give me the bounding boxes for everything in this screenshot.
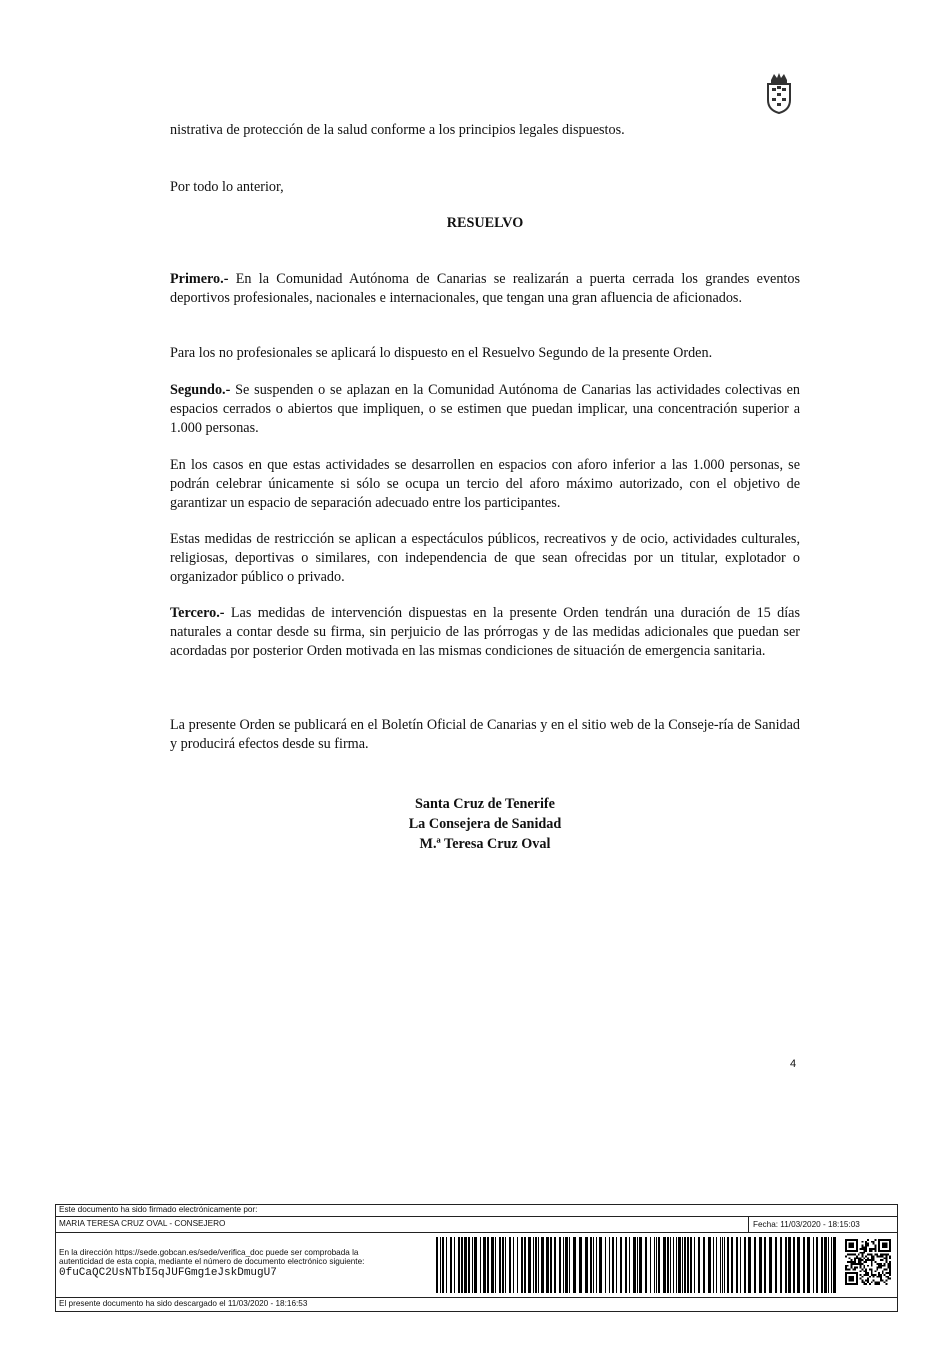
canarias-coat-of-arms-icon bbox=[764, 72, 794, 114]
fecha-box bbox=[748, 1217, 898, 1232]
footer-row-signer bbox=[56, 1217, 897, 1233]
verify-line-1: En la dirección https://sede.gobcan.es/sede/verifica_doc puede ser comprobada la bbox=[59, 1248, 359, 1257]
segundo-text: Se suspenden o se aplazan en la Comunidad Autónoma de Canarias las actividades colectivas en espacios cerrados o abiertos que impliquen, o se estimen que puedan implicar, una concentración superior a 1.000 personas. bbox=[170, 382, 800, 436]
signed-by-label: Este documento ha sido firmado electrónicamente por: bbox=[59, 1205, 258, 1214]
paragraph-primero bbox=[170, 270, 800, 308]
paragraph-segundo-2: En los casos en que estas actividades se desarrollen en espacios con aforo inferior a las 1.000 personas, se podrán celebrar únicamente si sólo se ocupa un tercio del aforo máximo autorizado, con el objetivo de garantizar un espacio de separación adecuado entre los participantes. bbox=[170, 457, 800, 511]
signature-place: Santa Cruz de Tenerife bbox=[415, 796, 555, 812]
barcode-icon bbox=[436, 1237, 836, 1293]
tercero-text: Las medidas de intervención dispuestas en la presente Orden tendrán una duración de 15 días naturales a contar desde su firma, sin perjuicio de las prórrogas y de las medidas adicionales que puedan ser acordadas por posterior Orden motivada en las mismas condiciones de situación de emergencia sanitaria. bbox=[170, 605, 800, 659]
tercero-label: Tercero.- bbox=[170, 605, 225, 621]
verify-line-2: autenticidad de esta copia, mediante el número de documento electrónico siguiente: bbox=[59, 1257, 365, 1266]
signer-name: MARIA TERESA CRUZ OVAL - CONSEJERO bbox=[59, 1219, 226, 1228]
footer-row-verification bbox=[56, 1233, 897, 1298]
footer-row-downloaded bbox=[56, 1298, 897, 1311]
primero-text: En la Comunidad Autónoma de Canarias se realizarán a puerta cerrada los grandes eventos deportivos profesionales, nacionales e internacionales, que tengan una gran afluencia de aficionados. bbox=[170, 271, 800, 306]
qr-code-icon bbox=[845, 1239, 891, 1285]
downloaded-note: El presente documento ha sido descargado el 11/03/2020 - 18:16:53 bbox=[59, 1299, 308, 1308]
page-number: 4 bbox=[790, 1058, 797, 1070]
verification-footer bbox=[55, 1204, 898, 1312]
paragraph-final: La presente Orden se publicará en el Boletín Oficial de Canarias y en el sitio web de la Conseje-ría de Sanidad y producirá efectos desde su firma. bbox=[170, 717, 800, 752]
paragraph-segundo-3: Estas medidas de restricción se aplican a espectáculos públicos, recreativos y de ocio, actividades culturales, religiosas, deportivas o similares, con independencia de que sean ofrecidas por un titular, explotador o organizador público o privado. bbox=[170, 531, 800, 585]
paragraph-segundo bbox=[170, 381, 800, 438]
paragraph-primero-2: Para los no profesionales se aplicará lo dispuesto en el Resuelvo Segundo de la presente Orden. bbox=[170, 345, 713, 361]
paragraph-intro: Por todo lo anterior, bbox=[170, 179, 284, 195]
paragraph-tercero bbox=[170, 604, 800, 661]
signature-title: La Consejera de Sanidad bbox=[408, 816, 562, 832]
heading-resuelvo: RESUELVO bbox=[446, 215, 524, 231]
footer-row-signed-by bbox=[56, 1205, 897, 1217]
signature-date: Fecha: 11/03/2020 - 18:15:03 bbox=[753, 1220, 860, 1229]
segundo-label: Segundo.- bbox=[170, 382, 231, 398]
paragraph-continuation: nistrativa de protección de la salud conforme a los principios legales dispuestos. bbox=[170, 122, 625, 138]
primero-label: Primero.- bbox=[170, 271, 229, 287]
document-code: 0fuCaQC2UsNTbI5qJUFGmg1eJskDmugU7 bbox=[59, 1267, 277, 1279]
signature-name: M.ª Teresa Cruz Oval bbox=[419, 836, 551, 852]
